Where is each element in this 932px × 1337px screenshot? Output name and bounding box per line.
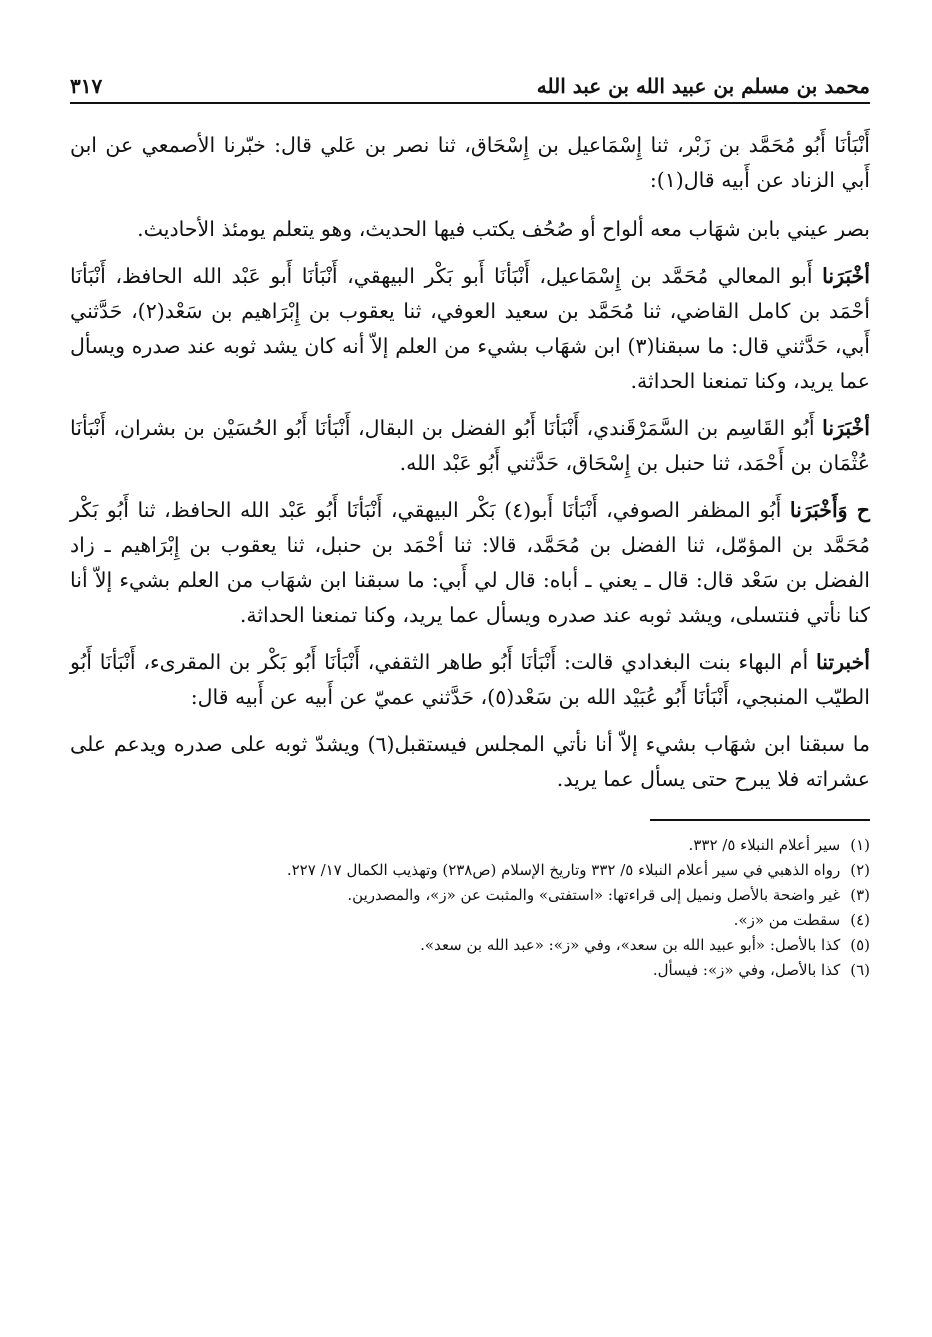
footnote-item: [70, 883, 870, 908]
running-header: [70, 58, 870, 98]
paragraph-6: [70, 645, 870, 715]
paragraph-lead: أخبرتنا: [815, 650, 870, 674]
footnote-separator: [650, 819, 870, 821]
footnote-number: (٣): [850, 885, 870, 904]
paragraph-text: بصر عيني بابن شهَاب معه ألواح أو صُحُف يكتب فيها الحديث، وهو يتعلم يومئذ الأحاديث.: [137, 217, 870, 241]
paragraph-4: [70, 411, 870, 481]
footnote-number: (٤): [850, 910, 870, 929]
paragraph-lead: أخْبَرَنا: [822, 416, 870, 440]
paragraph-lead: أخْبَرَنا: [822, 264, 870, 288]
footnote-item: [70, 958, 870, 983]
document-page: [70, 58, 870, 983]
page-number: ٣١٧: [70, 74, 103, 98]
paragraph-5: [70, 493, 870, 633]
paragraph-2: [70, 212, 870, 247]
footnote-number: (٦): [850, 960, 870, 979]
paragraph-text: أَبُو المظفر الصوفي، أَنْبَأنَا أَبو(٤) بَكْر البيهقي، أَنْبَأنَا أَبُو عَبْد الله الحافظ، ثنا أَبُو بَكْر مُحَمَّد بن المؤمّل، ثنا الفضل بن مُحَمَّد، قالا: ثنا أحْمَد بن حنبل، ثنا يعقوب بن إِبْرَاهيم ـ زاد الفضل بن سَعْد قال: قال ـ يعني ـ أباه: قال لي أَبي: ما سبقنا ابن شهَاب من العلم بشيء إلاّ أنا كنا نأتي فنتسلى، ويشد ثوبه عند صدره ويسأل عما يريد، وكنا تمنعنا الحداثة.: [70, 498, 870, 627]
footnote-text: سير أعلام النبلاء ٥/ ٣٣٢.: [688, 835, 841, 854]
paragraph-text: أَنْبَأنَا أَبُو مُحَمَّد بن زَبْر، ثنا إِسْمَاعيل بن إِسْحَاق، ثنا نصر بن عَلي قال: خبّرنا الأصمعي عن ابن أَبي الزناد عن أَبيه قال(١):: [70, 133, 870, 192]
footnote-text: غير واضحة بالأصل ونميل إلى قراءتها: «استفتى» والمثبت عن «ز»، والمصدرين.: [347, 885, 841, 904]
header-rule: [70, 102, 870, 104]
footnote-item: [70, 933, 870, 958]
paragraph-7: [70, 727, 870, 797]
footnote-item: [70, 858, 870, 883]
footnote-number: (٢): [850, 860, 870, 879]
paragraph-lead: ح وَأَخْبَرَنا: [789, 498, 870, 522]
footnote-text: سقطت من «ز».: [733, 910, 841, 929]
header-title: محمد بن مسلم بن عبيد الله بن عبد الله: [536, 74, 870, 98]
footnote-text: كذا بالأصل، وفي «ز»: فيسأل.: [652, 960, 841, 979]
paragraph-text: أَبو المعالي مُحَمَّد بن إِسْمَاعيل، أَنْبَأنَا أَبو بَكْر البيهقي، أَنْبَأنَا أَبو عَبْد الله الحافظ، أَنْبَأنَا أحْمَد بن كامل القاضي، ثنا مُحَمَّد بن سعيد العوفي، ثنا يعقوب بن إِبْرَاهيم بن سَعْد(٢)، حَدَّثني أَبي، حَدَّثني قال: ما سبقنا(٣) ابن شهَاب بشيء من العلم إلاّ أنه كان يشد ثوبه عند صدره ويسأل عما يريد، وكنا تمنعنا الحداثة.: [70, 264, 870, 393]
footnote-item: [70, 908, 870, 933]
paragraph-text: أَبُو القَاسِم بن السَّمَرْقَندي، أَنْبَأنَا أَبُو الفضل بن البقال، أَنْبَأنَا أَبُو الحُسَيْن بن بشران، أَنْبَأنَا عُثْمَان بن أَحْمَد، ثنا حنبل بن إِسْحَاق، حَدَّثني أَبُو عَبْد الله.: [70, 416, 870, 475]
paragraph-text: أم البهاء بنت البغدادي قالت: أَنْبَأنَا أَبُو طاهر الثقفي، أَنْبَأنَا أَبُو بَكْر بن المقرىء، أَنْبَأنَا أَبُو الطيّب المنبجي، أَنْبَأنَا أَبُو عُبَيْد الله بن سَعْد(٥)، حَدَّثني عميّ عن أَبيه عن أَبيه قال:: [70, 650, 870, 709]
footnote-number: (١): [850, 835, 870, 854]
footnote-text: كذا بالأصل: «أبو عبيد الله بن سعد»، وفي «ز»: «عبد الله بن سعد».: [420, 935, 841, 954]
footnote-text: رواه الذهبي في سير أعلام النبلاء ٥/ ٣٣٢ وتاريخ الإسلام (ص٢٣٨) وتهذيب الكمال ١٧/ ٢٢٧.: [286, 860, 841, 879]
footnote-item: [70, 833, 870, 858]
paragraph-3: [70, 259, 870, 399]
footnotes: [70, 833, 870, 983]
paragraph-text: ما سبقنا ابن شهَاب بشيء إلاّ أنا نأتي المجلس فيستقبل(٦) ويشدّ ثوبه على صدره ويدعم على عشراته فلا يبرح حتى يسأل عما يريد.: [70, 732, 870, 791]
paragraph-1: [70, 128, 870, 198]
footnote-number: (٥): [850, 935, 870, 954]
